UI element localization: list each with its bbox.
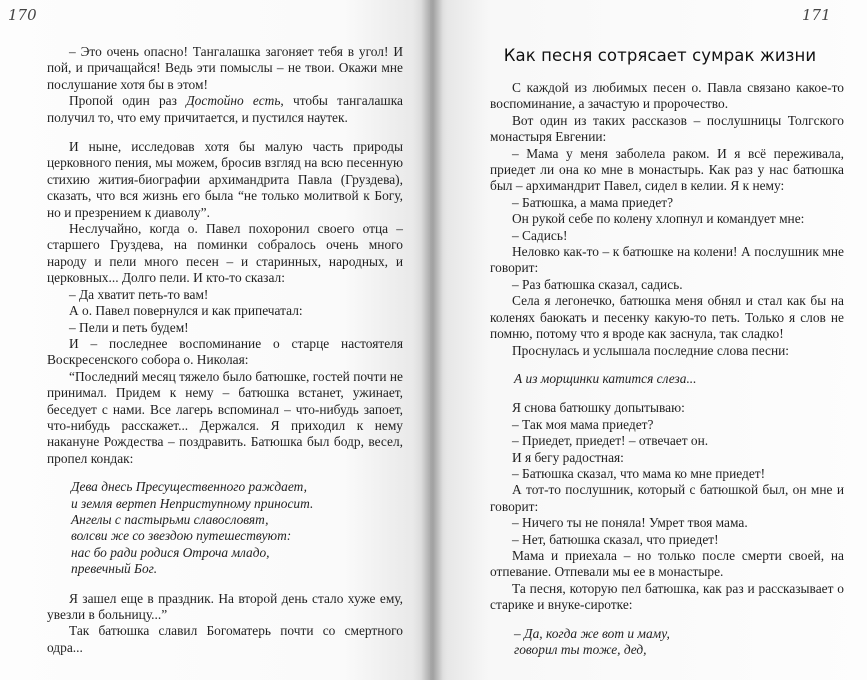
paragraph: – Пели и петь будем! <box>69 319 189 335</box>
poem-line: говорил ты тоже, дед, <box>514 642 647 657</box>
paragraph: Он рукой себе по колену хлопнул и командует мне: <box>512 211 805 227</box>
book-gutter <box>421 0 443 680</box>
paragraph: И ныне, исследовав хотя бы малую часть природы церковного пения, мы можем, бросив взгляд на всю песенную стихию жития-биографии архимандрита Павла (Груздева), сказать, что вся жизнь его была “не только молитвой к Богу, но и презрением к диаволу”. <box>47 139 403 220</box>
paragraph: “Последний месяц тяжело было батюшке, гостей почти не принимал. Придем к нему – батюшка встанет, ужинает, беседует с нами. Все лагерь вспоминал – что-нибудь запоет, что-нибудь расскажет... Держался. Я приходил к нему накануне Рождества – поздравить. Батюшка был бодр, весел, пропел кондак: <box>47 368 403 466</box>
paragraph: Неслучайно, когда о. Павел похоронил своего отца – старшего Груздева, на поминки собралось очень много народу и пели много песен – и старинных, народных, и церковных... Долго пели. И кто-то сказал: <box>47 221 403 286</box>
paragraph: И – последнее воспоминание о старце настоятеля Воскресенского собора о. Николая: <box>47 335 403 368</box>
paragraph: С каждой из любимых песен о. Павла связано какое-то воспоминание, а зачастую и пророчество. <box>490 80 844 112</box>
poem-line: волсви же со звездою путешествуют: <box>71 528 292 544</box>
paragraph: Я снова батюшку допытываю: <box>512 400 685 416</box>
paragraph: Так батюшка славил Богоматерь почти со смертного одра... <box>47 623 403 655</box>
paragraph: Проснулась и услышала последние слова песни: <box>512 342 790 358</box>
paragraph: – Приедет, приедет! – отвечает он. <box>512 433 709 449</box>
paragraph: Я зашел еще в праздник. На второй день стало хуже ему, увезли в больницу...” <box>47 590 403 622</box>
paragraph: – Батюшка, а мама приедет? <box>512 194 674 210</box>
right-page-text <box>490 80 844 671</box>
paragraph: А тот-то послушник, который с батюшкой был, он мне и говорит: <box>490 482 844 514</box>
poem-line: – Да, когда же вот и маму, <box>514 625 670 641</box>
paragraph: Та песня, которую пел батюшка, как раз и рассказывает о старике и внуке-сиротке: <box>490 580 844 613</box>
chapter-title: Как песня сотрясает сумрак жизни <box>503 46 817 65</box>
kontakion-poem <box>71 479 403 577</box>
poem-line: Ангелы с пастырьми славословят, <box>71 511 269 527</box>
paragraph: – Это очень опасно! Тангалашка загоняет тебя в угол! И пой, и причащайся! Ведь эти помыслы – не твои. Окажи мне послушание хотя бы в этом! <box>47 44 403 92</box>
paragraph: И я бегу радостная: <box>512 449 624 465</box>
song-quote <box>514 371 844 387</box>
paragraph: – Мама у меня заболела раком. И я всё переживала, приедет ли она ко мне в монастырь. Как раз у нас батюшка был – архимандрит Павел, сидел в келии. Я к нему: <box>490 145 844 194</box>
paragraph: – Садись! <box>512 227 568 243</box>
paragraph: Вот один из таких рассказов – послушницы Толгского монастыря Евгении: <box>490 112 844 145</box>
text-run: , чтобы тангалашка получил то, что ему причитается, и пустился наутек. <box>47 93 403 125</box>
text-run: Пропой один раз <box>69 93 177 109</box>
paragraph: – Ничего ты не поняла! Умрет твоя мама. <box>512 515 748 531</box>
hymn-title: Достойно есть <box>186 93 281 109</box>
paragraph: Села я легонечко, батюшка меня обнял и стал как бы на коленях баюкать и песенку какую-то петь. Только я слов не помню, потому что я вроде как заснула, так сладко! <box>490 293 844 342</box>
page-number-right: 171 <box>802 6 831 24</box>
paragraph <box>47 93 403 126</box>
poem-line: Дева днесь Пресущественного раждает, <box>71 479 307 495</box>
poem-line: А из морщинки катится слеза... <box>514 370 697 386</box>
page-number-left: 170 <box>8 6 37 24</box>
paragraph: – Нет, батюшка сказал, что приедет! <box>512 531 719 547</box>
poem-line: превечный Бог. <box>71 561 158 577</box>
poem-line: и земля вертеп Неприступному приносит. <box>71 495 314 511</box>
paragraph: – Раз батюшка сказал, садись. <box>512 276 683 292</box>
song-quote <box>514 626 844 659</box>
poem-line: нас бо ради родися Отроча младо, <box>71 544 270 560</box>
paragraph: Неловко как-то – к батюшке на колени! А послушник мне говорит: <box>490 244 844 276</box>
paragraph: – Батюшка сказал, что мама ко мне приедет! <box>512 465 766 481</box>
paragraph: Мама и приехала – но только после смерти своей, на отпевание. Отпевали мы ее в монастыре. <box>490 547 844 580</box>
paragraph: – Так моя мама приедет? <box>512 416 654 432</box>
paragraph: А о. Павел повернулся и как припечатал: <box>69 303 303 319</box>
paragraph: – Да хватит петь-то вам! <box>69 286 209 302</box>
left-page-text <box>47 44 403 656</box>
